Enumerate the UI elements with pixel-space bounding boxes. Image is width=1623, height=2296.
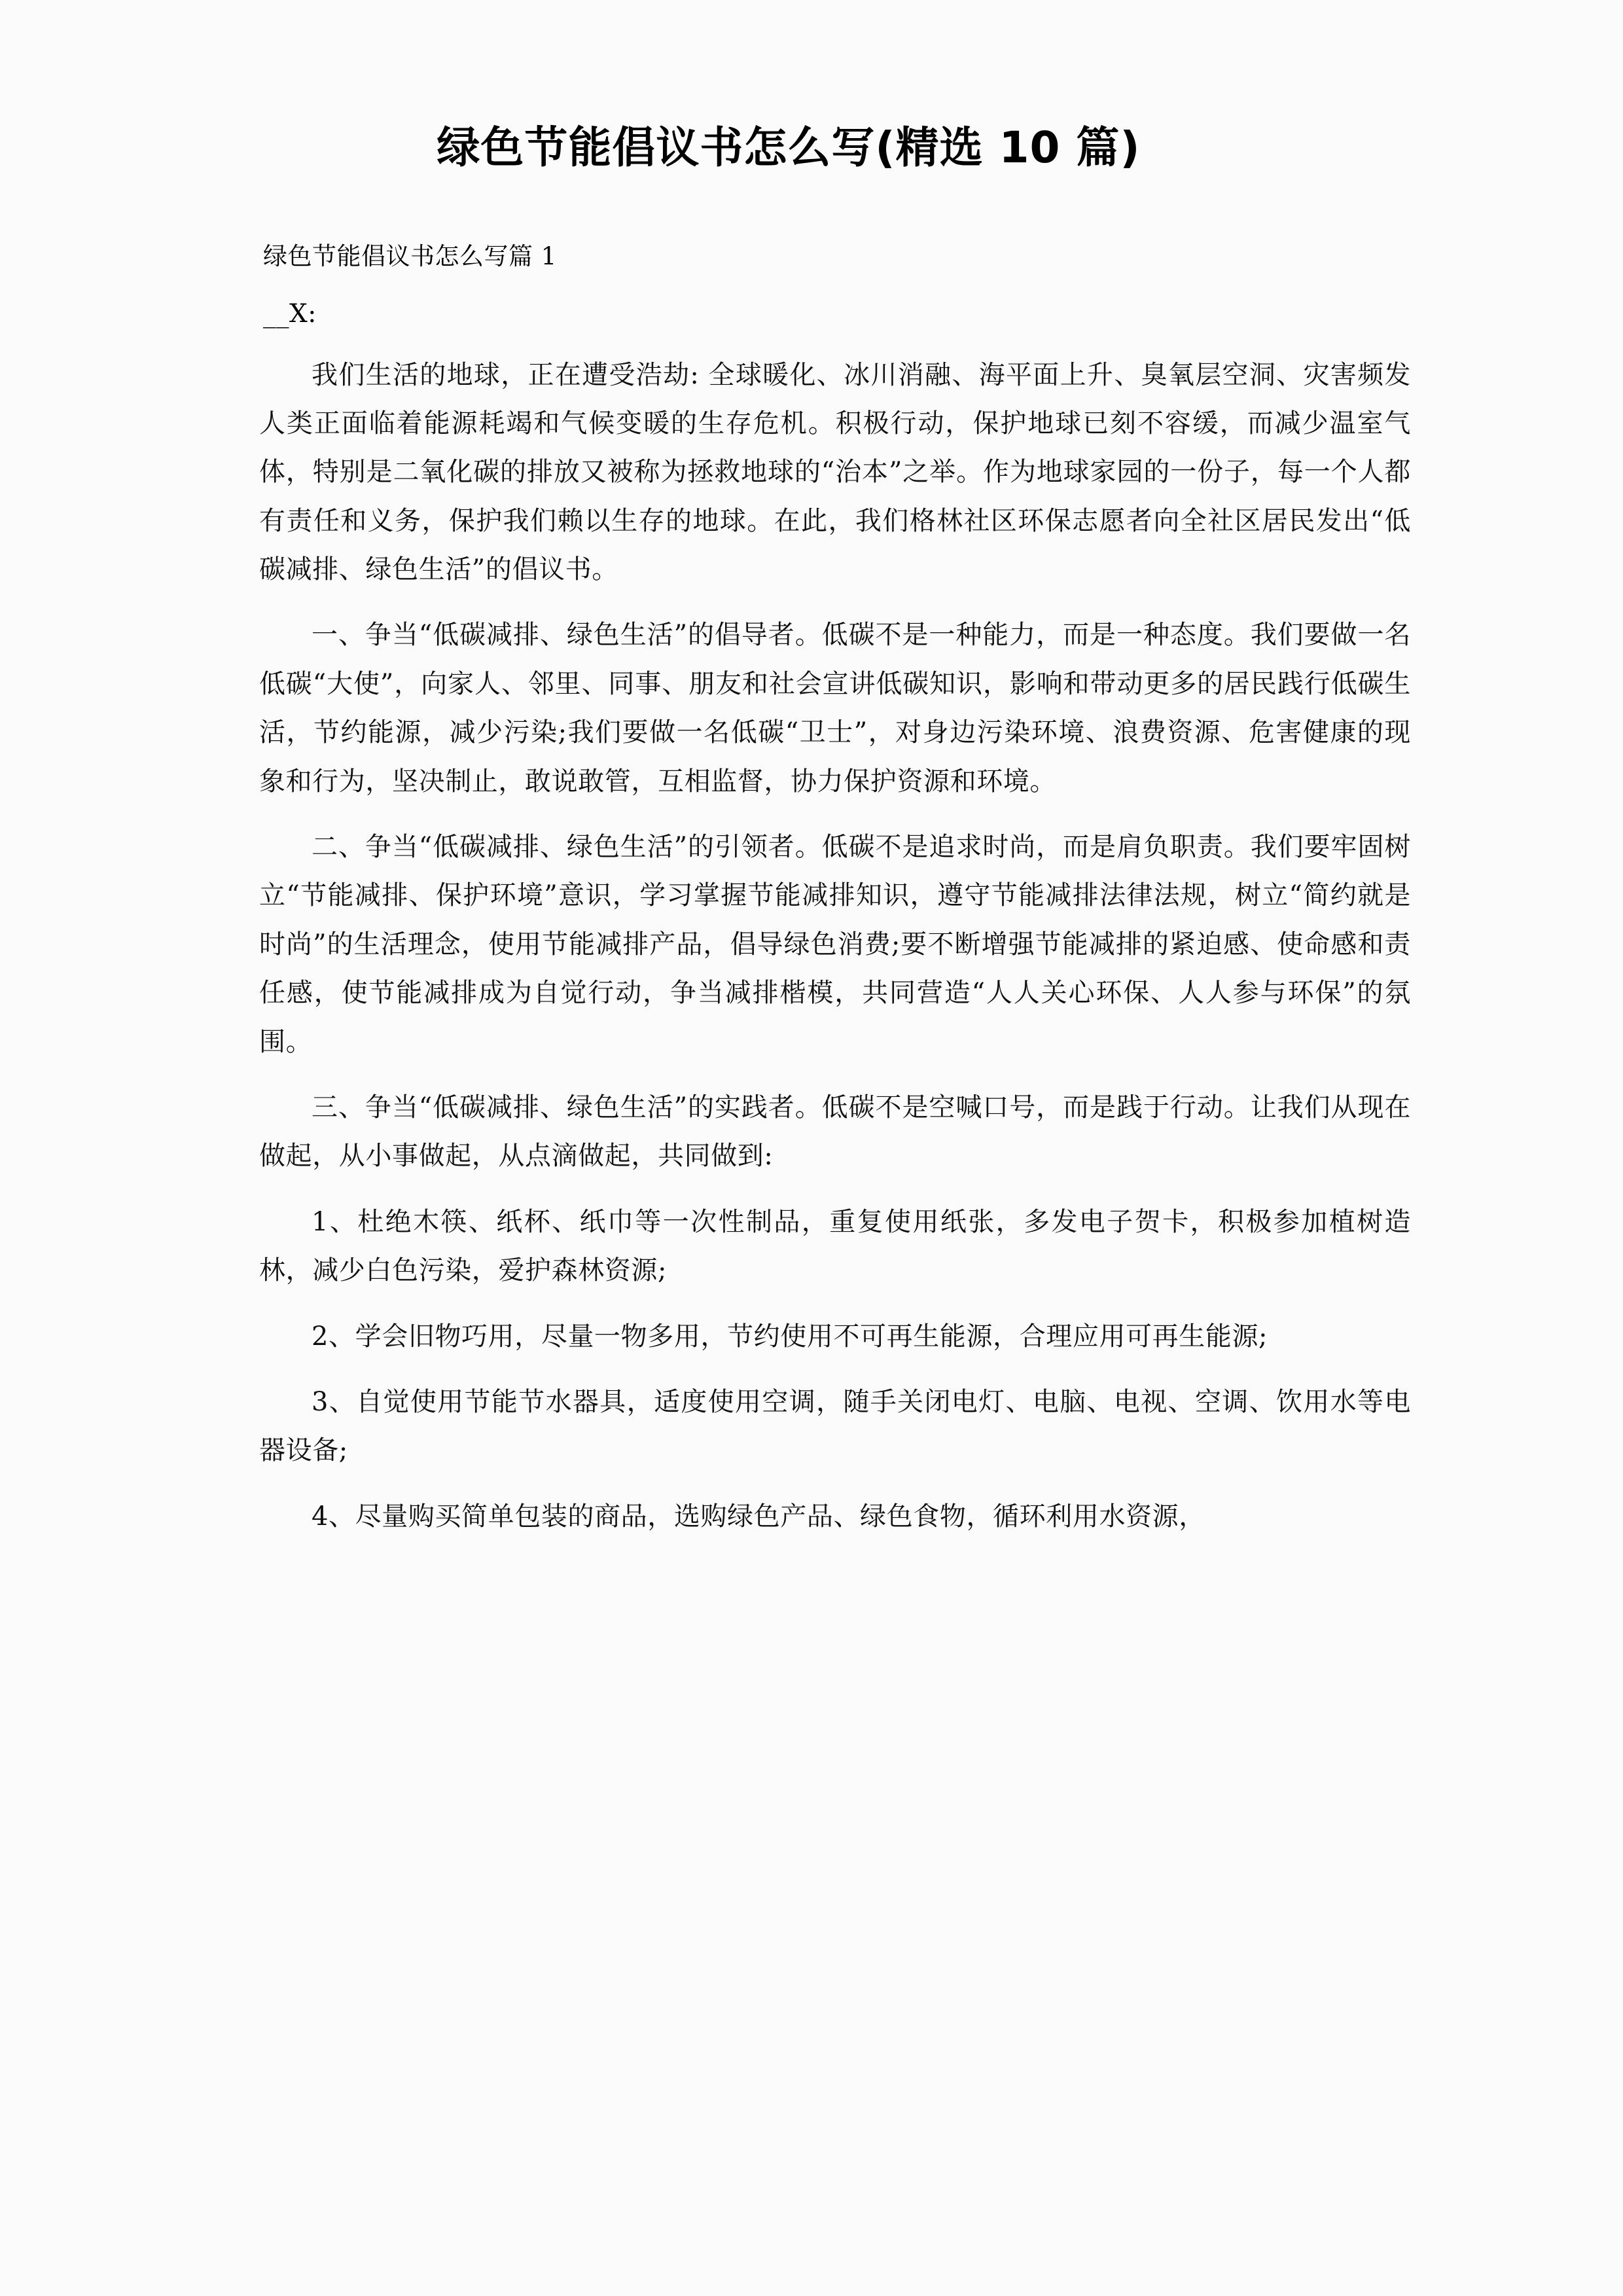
page-title: 绿色节能倡议书怎么写(精选 10 篇) xyxy=(437,122,1141,173)
list-item: 1、杜绝木筷、纸杯、纸巾等一次性制品，重复使用纸张，多发电子贺卡，积极参加植树造林，减少白色污染，爱护森林资源; xyxy=(259,1206,1411,1286)
section-subtitle: 绿色节能倡议书怎么写篇 1 xyxy=(263,242,557,270)
list-item: 4、尽量购买简单包装的商品，选购绿色产品、绿色食物，循环利用水资源， xyxy=(312,1501,1205,1532)
body-paragraph: 三、争当“低碳减排、绿色生活”的实践者。低碳不是空喊口号，而是践于行动。让我们从现在做起，从小事做起，从点滴做起，共同做到: xyxy=(259,1092,1411,1172)
list-item: 3、自觉使用节能节水器具，适度使用空调，随手关闭电灯、电脑、电视、空调、饮用水等电器设备; xyxy=(259,1386,1411,1466)
document-content xyxy=(216,0,1411,1541)
salutation: __X: xyxy=(263,299,317,329)
list-item: 2、学会旧物巧用，尽量一物多用，节约使用不可再生能源，合理应用可再生能源; xyxy=(312,1321,1268,1352)
body-paragraph: 二、争当“低碳减排、绿色生活”的引领者。低碳不是追求时尚，而是肩负职责。我们要牢固树立“节能减排、保护环境”意识，学习掌握节能减排知识，遵守节能减排法律法规，树立“简约就是时尚”的生活理念，使用节能减排产品，倡导绿色消费;要不断增强节能减排的紧迫感、使命感和责任感，使节能减排成为自觉行动，争当减排楷模，共同营造“人人关心环保、人人参与环保”的氛围。 xyxy=(259,832,1411,1057)
body-paragraph: 一、争当“低碳减排、绿色生活”的倡导者。低碳不是一种能力，而是一种态度。我们要做一名低碳“大使”，向家人、邻里、同事、朋友和社会宣讲低碳知识，影响和带动更多的居民践行低碳生活，节约能源，减少污染;我们要做一名低碳“卫士”，对身边污染环境、浪费资源、危害健康的现象和行为，坚决制止，敢说敢管，互相监督，协力保护资源和环境。 xyxy=(259,620,1411,797)
body-paragraph: 我们生活的地球，正在遭受浩劫: 全球暖化、冰川消融、海平面上升、臭氧层空洞、灾害频发人类正面临着能源耗竭和气候变暖的生存危机。积极行动，保护地球已刻不容缓，而减少温室气体，特别是二氧化碳的排放又被称为拯救地球的“治本”之举。作为地球家园的一份子，每一个人都有责任和义务，保护我们赖以生存的地球。在此，我们格林社区环保志愿者向全社区居民发出“低碳减排、绿色生活”的倡议书。 xyxy=(259,359,1411,585)
